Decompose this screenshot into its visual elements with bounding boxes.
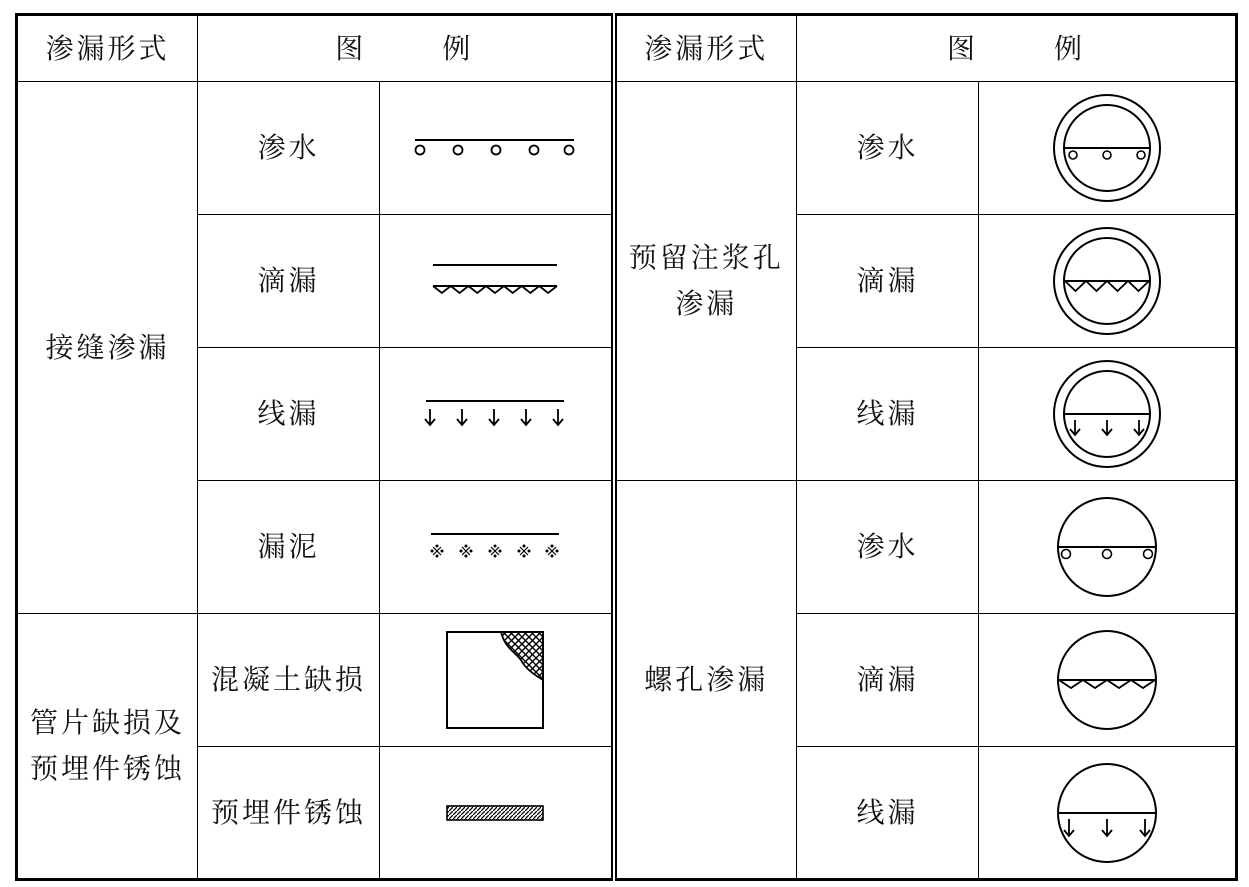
header-legend-left-b: 例 [442, 31, 474, 65]
item-label: 渗水 [797, 481, 979, 614]
group-segment-damage-line1: 管片缺损及 [29, 706, 185, 739]
leakage-legend-table [15, 13, 1238, 881]
circle-arrows-icon [979, 747, 1237, 880]
item-label: 滴漏 [797, 614, 979, 747]
item-label: 滴漏 [797, 215, 979, 348]
item-label: 线漏 [198, 348, 380, 481]
item-label: 滴漏 [198, 215, 380, 348]
header-legend-right-b: 例 [1054, 31, 1086, 65]
square-hatched-corner-icon [380, 614, 614, 747]
line-with-circles-icon [380, 82, 614, 215]
item-label: 线漏 [797, 747, 979, 880]
group-grout-hole-line2: 渗漏 [675, 287, 738, 320]
double-circle-zigzag-icon [979, 215, 1237, 348]
group-grout-hole-line1: 预留注浆孔 [628, 241, 784, 274]
header-row [17, 15, 1237, 82]
legend-table-container [15, 13, 1235, 877]
circle-zigzag-icon [979, 614, 1237, 747]
line-with-zigzag-icon [380, 215, 614, 348]
line-with-reference-marks-icon [380, 481, 614, 614]
double-circle-arrows-icon [979, 348, 1237, 481]
item-label: 预埋件锈蚀 [198, 747, 380, 880]
item-label: 渗水 [198, 82, 380, 215]
line-with-arrows-icon [380, 348, 614, 481]
double-circle-circles-icon [979, 82, 1237, 215]
group-segment-damage-line2: 预埋件锈蚀 [29, 752, 185, 785]
item-label: 混凝土缺损 [198, 614, 380, 747]
item-label: 渗水 [797, 82, 979, 215]
header-legend-left-a: 图 [335, 31, 367, 65]
hatched-bar-icon [380, 747, 614, 880]
header-form-left: 渗漏形式 [17, 15, 198, 82]
group-segment-damage [17, 614, 198, 880]
item-label: 线漏 [797, 348, 979, 481]
item-label: 漏泥 [198, 481, 380, 614]
table-row [17, 82, 1237, 215]
circle-circles-icon [979, 481, 1237, 614]
group-grout-hole-leakage [614, 82, 797, 481]
header-legend-right [797, 15, 1237, 82]
header-legend-right-a: 图 [946, 31, 978, 65]
table-row [17, 481, 1237, 614]
group-joint-leakage: 接缝渗漏 [17, 82, 198, 614]
group-bolt-hole-leakage: 螺孔渗漏 [614, 481, 797, 880]
header-legend-left [198, 15, 614, 82]
header-form-right: 渗漏形式 [614, 15, 797, 82]
